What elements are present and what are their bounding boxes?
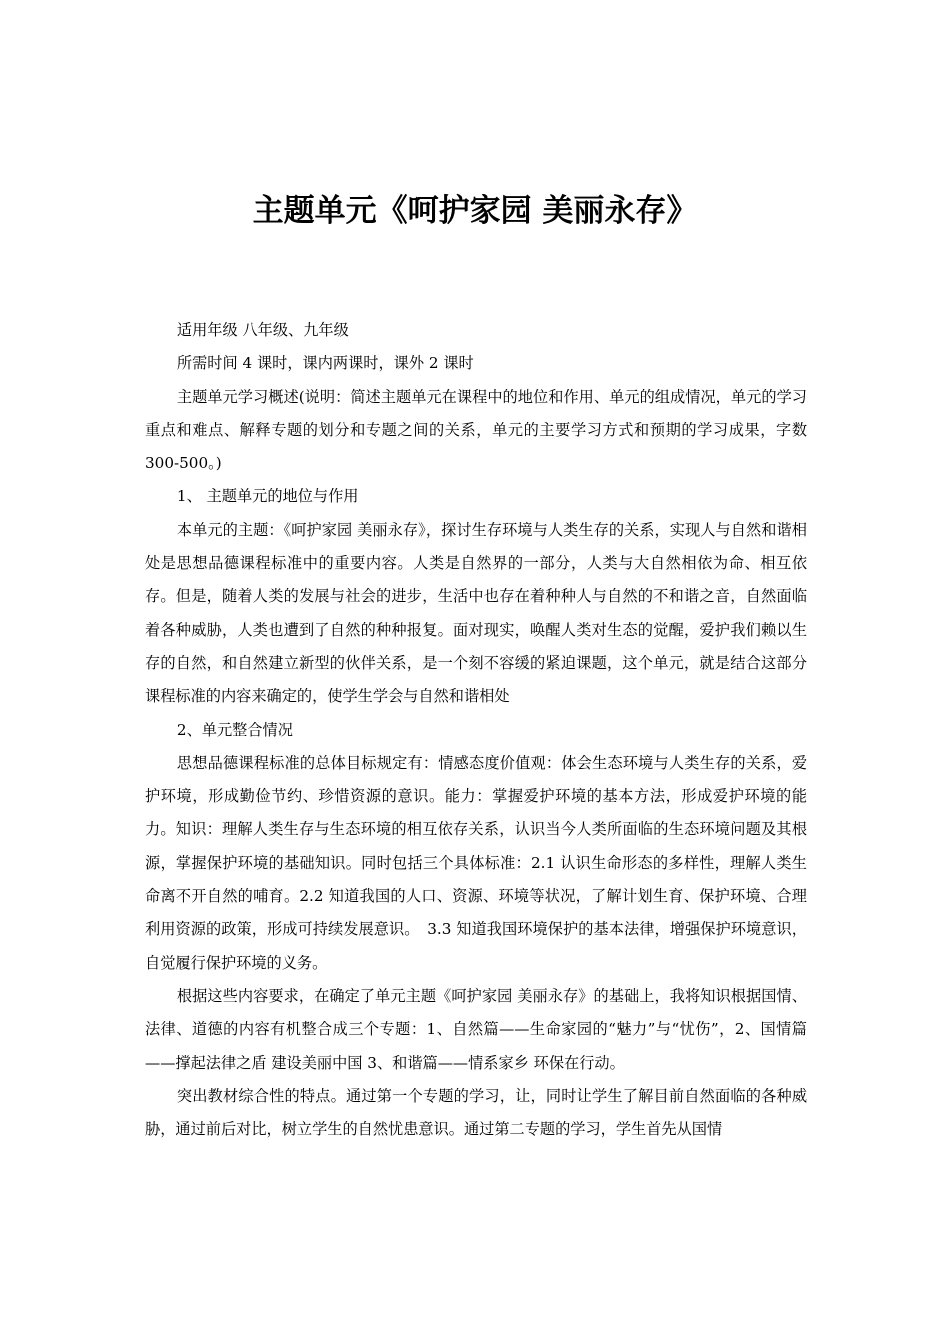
paragraph-position-role: 本单元的主题：《呵护家园 美丽永存》，探讨生存环境与人类生存的关系，实现人与自然和谐相处是思想品德课程标准中的重要内容。人类是自然界的一部分，人类与大自然相依为命、相互依存。但是，随着人类的发展与社会的进步，生活中也存在着种种人与自然的不和谐之音，自然面临着各种威胁，人类也遭到了自然的种种报复。面对现实，唤醒人类对生态的觉醒，爱护我们赖以生存的自然，和自然建立新型的伙伴关系，是一个刻不容缓的紧迫课题，这个单元，就是结合这部分课程标准的内容来确定的，使学生学会与自然和谐相处 [145, 520, 807, 706]
paragraph-time: 所需时间 4 课时，课内两课时，课外 2 课时 [176, 354, 474, 373]
paragraph-grade: 适用年级 八年级、九年级 [176, 321, 349, 339]
document-title: 主题单元《呵护家园 美丽永存》 [252, 193, 698, 229]
heading-position-role: 1、 主题单元的地位与作用 [176, 487, 359, 506]
paragraph-standards: 思想品德课程标准的总体目标规定有：情感态度价值观：体会生态环境与人类生存的关系，爱护环境，形成勤俭节约、珍惜资源的意识。能力：掌握爱护环境的基本方法，形成爱护环境的能力。知识：理解人类生存与生态环境的相互依存关系，认识当今人类所面临的生态环境问题及其根源，掌握保护环境的基础知识。同时包括三个具体标准：2.1 认识生命形态的多样性，理解人类生命离不开自然的哺育。2.2 知道我国的人口、资源、环境等状况，了解计划生育、保护环境、合理利用资源的政策，形成可持续发展意识。 3.3 知道我国环境保护的基本法律，增强保护环境意识，自觉履行保护环境的义务。 [145, 753, 807, 972]
paragraph-topics: 根据这些内容要求，在确定了单元主题《呵护家园 美丽永存》的基础上，我将知识根据国情、法律、道德的内容有机整合成三个专题：1、自然篇——生命家园的“魅力”与“忧伤”，2、国情篇——撑起法律之盾 建设美丽中国 3、和谐篇——情系家乡 环保在行动。 [145, 986, 807, 1072]
paragraph-overview: 主题单元学习概述(说明：简述主题单元在课程中的地位和作用、单元的组成情况，单元的学习重点和难点、解释专题的划分和专题之间的关系，单元的主要学习方式和预期的学习成果，字数 300-500。) [145, 387, 807, 473]
document-body [145, 314, 807, 1146]
paragraph-features: 突出教材综合性的特点。通过第一个专题的学习，让，同时让学生了解目前自然面临的各种威胁，通过前后对比，树立学生的自然忧患意识。通过第二专题的学习，学生首先从国情 [145, 1086, 807, 1139]
heading-integration: 2、单元整合情况 [176, 720, 293, 739]
